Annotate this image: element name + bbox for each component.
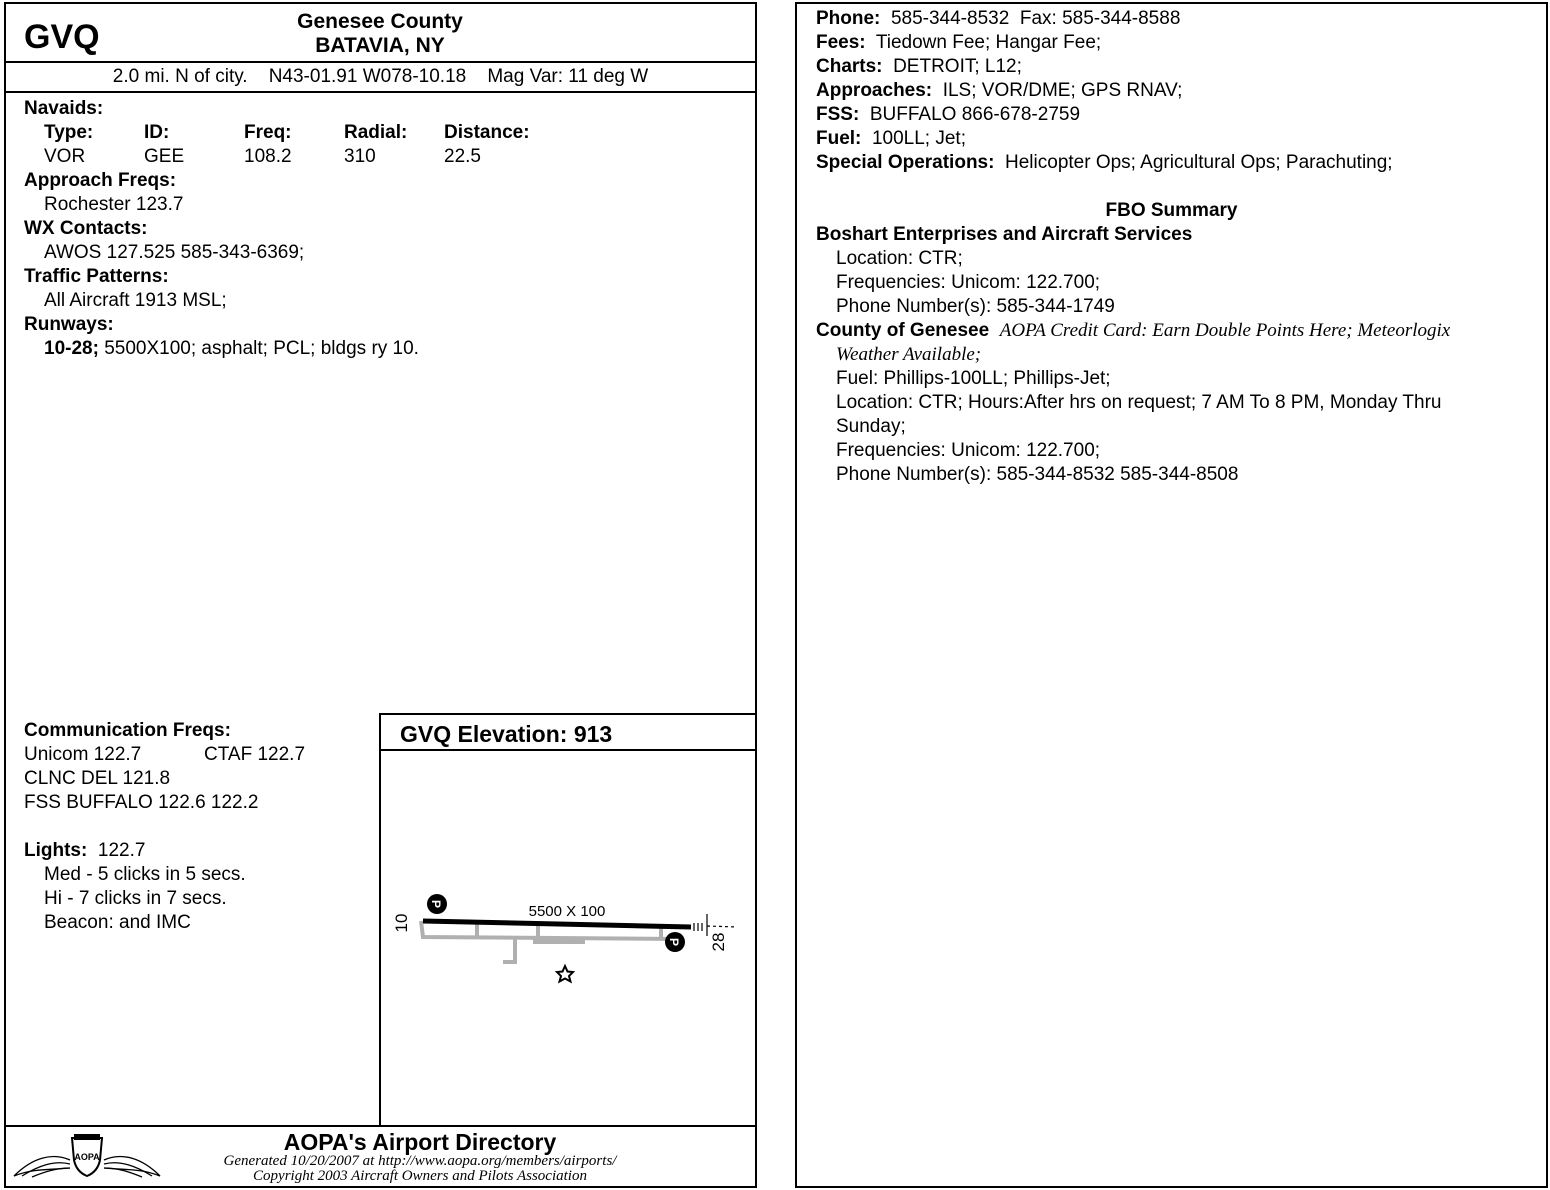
diagram-title: GVQ Elevation: 913 — [400, 721, 613, 747]
communication-heading: Communication Freqs: — [24, 720, 231, 741]
location-line: 2.0 mi. N of city. N43-01.91 W078-10.18 Mag Var: 11 deg W — [112, 66, 649, 87]
fbo-boshart-name: Boshart Enterprises and Aircraft Services — [816, 224, 1193, 245]
fuel-line — [816, 128, 966, 150]
location-divider — [4, 91, 757, 93]
clnc-freq: CLNC DEL 121.8 — [24, 768, 171, 789]
phone-line — [816, 8, 1180, 30]
special-ops-line — [816, 152, 1393, 174]
fss-label: FSS: — [816, 104, 860, 125]
ctaf-freq: CTAF 122.7 — [204, 744, 306, 765]
lower-divider — [379, 713, 757, 715]
airport-city: BATAVIA, NY — [315, 34, 445, 57]
charts-value: DETROIT; L12; — [893, 56, 1022, 77]
runways-heading: Runways: — [24, 314, 114, 335]
fbo-county-note: AOPA Credit Card: Earn Double Points Here; Meteorlogix — [999, 320, 1451, 341]
runway-id: 10-28; — [44, 338, 99, 359]
airport-diagram — [381, 751, 755, 1124]
unicom-freq: Unicom 122.7 — [24, 744, 142, 765]
fbo-boshart-phones: Phone Number(s): 585-344-1749 — [836, 296, 1115, 317]
navaids-col-freq: Freq: — [244, 122, 292, 143]
fbo-county-frequencies: Frequencies: Unicom: 122.700; — [836, 440, 1101, 461]
airport-name: Genesee County — [297, 10, 463, 33]
fbo-county-fuel: Fuel: Phillips-100LL; Phillips-Jet; — [836, 368, 1111, 389]
navaids-col-type: Type: — [44, 122, 94, 143]
footer-generated: Generated 10/20/2007 at http://www.aopa.org/members/airports/ — [223, 1153, 617, 1169]
footer-title: AOPA's Airport Directory — [283, 1129, 557, 1155]
apron — [533, 937, 585, 944]
approach-freqs-value: Rochester 123.7 — [44, 194, 184, 215]
traffic-patterns-value: All Aircraft 1913 MSL; — [44, 290, 227, 311]
approach-freqs-heading: Approach Freqs: — [24, 170, 177, 191]
runway — [423, 921, 691, 927]
wx-contacts-heading: WX Contacts: — [24, 218, 148, 239]
fuel-label: Fuel: — [816, 128, 862, 149]
navaids-col-radial: Radial: — [344, 122, 408, 143]
lights-heading: Lights: — [24, 840, 88, 861]
fbo-heading: FBO Summary — [1105, 200, 1238, 221]
navaid-id: GEE — [144, 146, 185, 167]
charts-label: Charts: — [816, 56, 883, 77]
footer-copyright: Copyright 2003 Aircraft Owners and Pilots Association — [253, 1168, 587, 1184]
navaids-heading: Navaids: — [24, 98, 104, 119]
fees-line — [816, 32, 1101, 54]
fees-value: Tiedown Fee; Hangar Fee; — [875, 32, 1102, 53]
lights-item: Beacon: and IMC — [44, 912, 191, 933]
navaids-col-distance: Distance: — [444, 122, 530, 143]
parking-label: P — [429, 899, 443, 909]
fss-freq: FSS BUFFALO 122.6 122.2 — [24, 792, 259, 813]
fss-line — [816, 104, 1080, 126]
fss-value: BUFFALO 866-678-2759 — [869, 104, 1081, 125]
footer-divider — [4, 1125, 757, 1127]
lights-line — [24, 840, 145, 862]
wx-contacts-value: AWOS 127.525 585-343-6369; — [44, 242, 305, 263]
runway-detail: 5500X100; asphalt; PCL; bldgs ry 10. — [98, 338, 419, 359]
header-divider — [4, 61, 757, 63]
navaid-freq: 108.2 — [244, 146, 292, 167]
phone-label: Phone: — [816, 8, 881, 29]
charts-line — [816, 56, 1022, 78]
runway-end-28: 28 — [709, 932, 728, 952]
aopa-logo — [12, 1130, 162, 1180]
fbo-county-location: Location: CTR; Hours:After hrs on request; 7 AM To 8 PM, Monday Thru — [836, 392, 1442, 413]
runway-dimension-label: 5500 X 100 — [528, 903, 606, 920]
right-card — [795, 2, 1548, 1188]
navaid-distance: 22.5 — [444, 146, 481, 167]
lights-item: Med - 5 clicks in 5 secs. — [44, 864, 246, 885]
logo-text: AOPA — [74, 1152, 100, 1162]
traffic-patterns-heading: Traffic Patterns: — [24, 266, 169, 287]
approaches-line — [816, 80, 1182, 102]
fbo-boshart-frequencies: Frequencies: Unicom: 122.700; — [836, 272, 1101, 293]
fbo-boshart-location: Location: CTR; — [836, 248, 963, 269]
special-ops-value: Helicopter Ops; Agricultural Ops; Parachuting; — [1005, 152, 1393, 173]
lights-freq: 122.7 — [97, 840, 146, 861]
parking-label: P — [667, 937, 681, 947]
fbo-county-line — [816, 320, 1450, 342]
beacon-icon — [557, 966, 573, 982]
fbo-county-note-cont: Weather Available; — [836, 344, 982, 365]
runway-end-10: 10 — [392, 913, 411, 933]
special-ops-label: Special Operations: — [816, 152, 995, 173]
navaid-type: VOR — [44, 146, 86, 167]
lights-item: Hi - 7 clicks in 7 secs. — [44, 888, 227, 909]
phone-value: 585-344-8532 Fax: 585-344-8588 — [890, 8, 1181, 29]
airport-id: GVQ — [24, 18, 100, 56]
approaches-label: Approaches: — [816, 80, 933, 101]
fuel-value: 100LL; Jet; — [871, 128, 966, 149]
fbo-county-location-cont: Sunday; — [836, 416, 906, 437]
approaches-value: ILS; VOR/DME; GPS RNAV; — [942, 80, 1183, 101]
navaid-radial: 310 — [344, 146, 376, 167]
navaids-col-id: ID: — [144, 122, 170, 143]
runway-line — [44, 338, 419, 360]
fees-label: Fees: — [816, 32, 866, 53]
fbo-county-name: County of Genesee — [816, 320, 990, 341]
fbo-county-phones: Phone Number(s): 585-344-8532 585-344-8508 — [836, 464, 1239, 485]
